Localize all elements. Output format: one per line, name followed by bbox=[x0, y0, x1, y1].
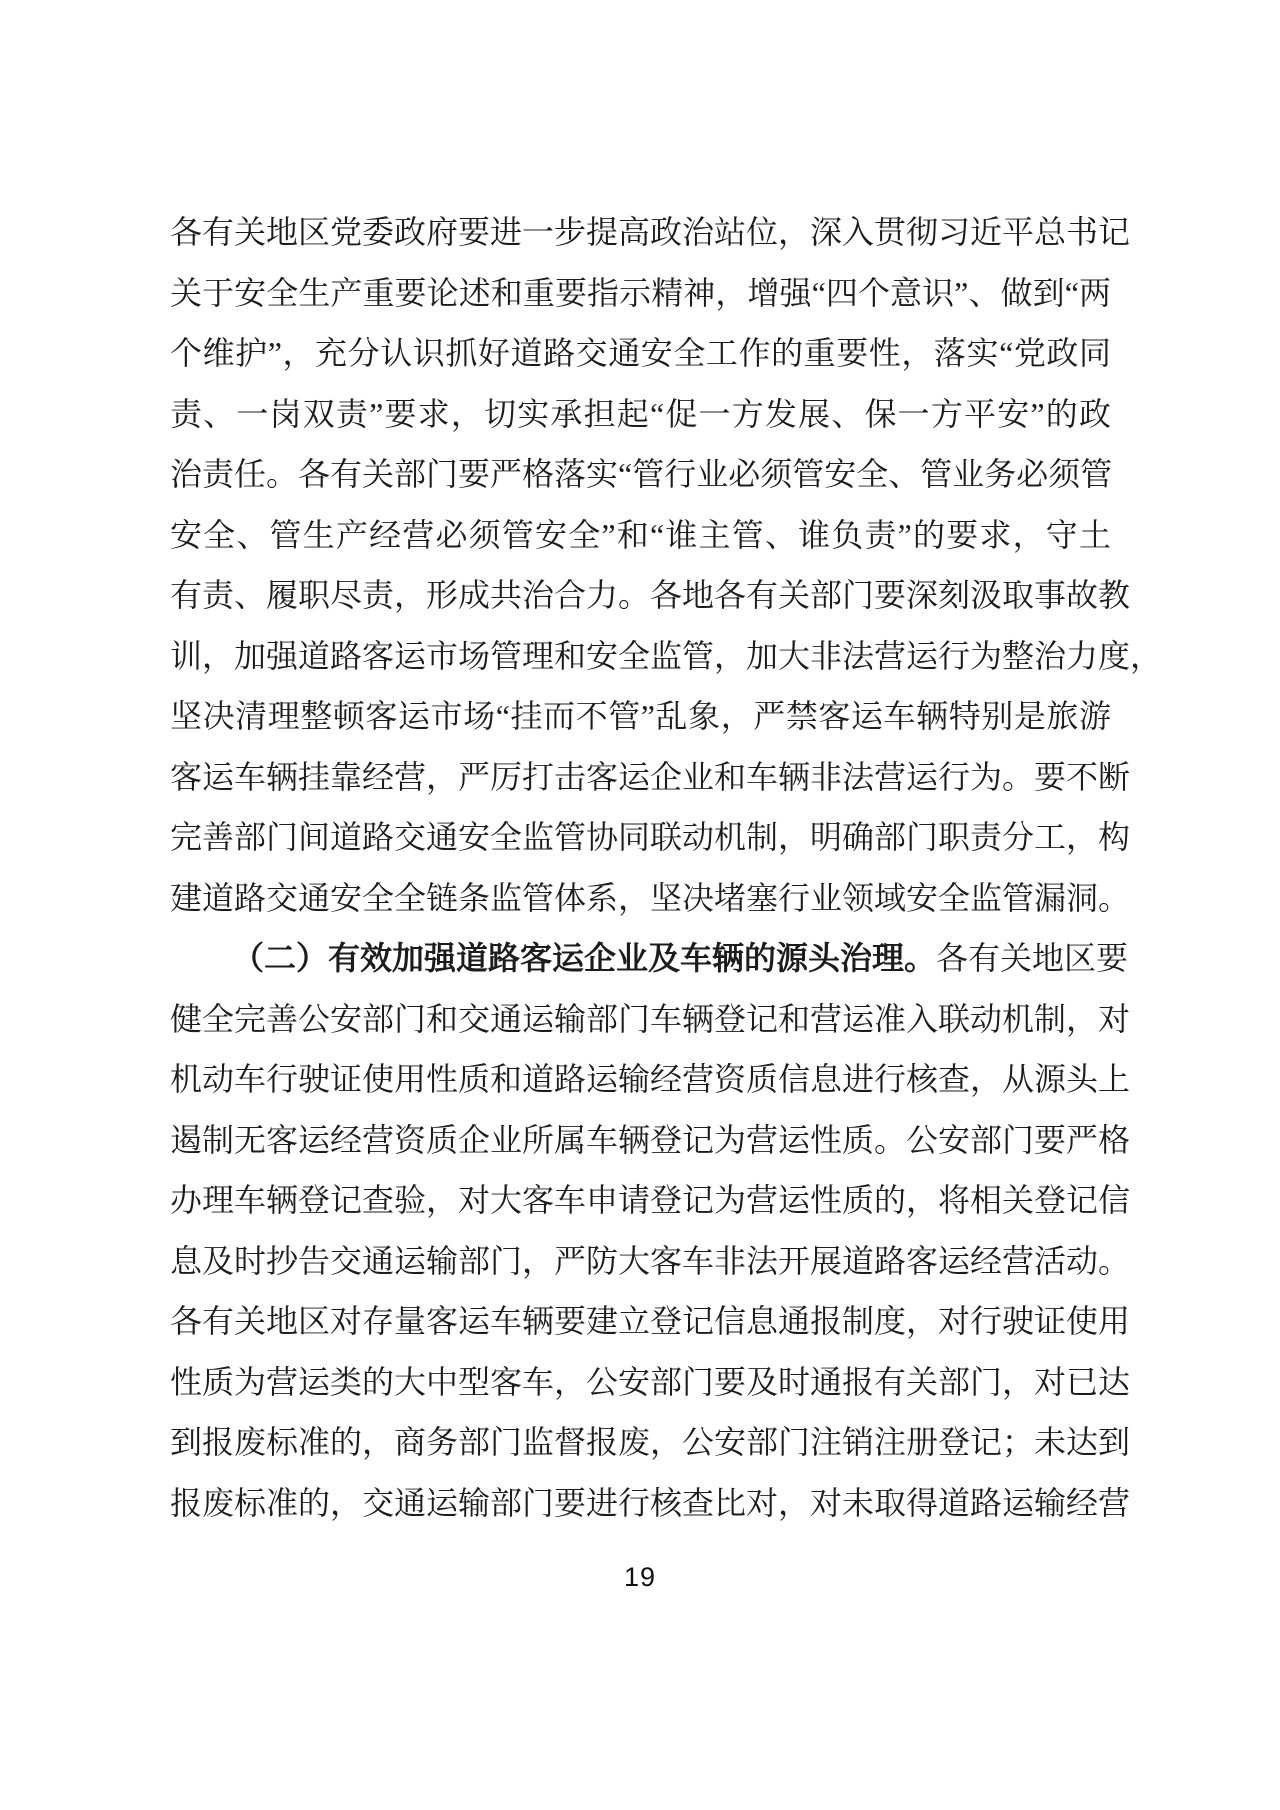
text-line: 息及时抄告交通运输部门，严防大客车非法开展道路客运经营活动。 bbox=[170, 1242, 1131, 1279]
text-line: 责、一岗双责”要求，切实承担起“促一方发展、保一方平安”的政 bbox=[170, 395, 1111, 432]
text-line: 安全、管生产经营必须管安全”和“谁主管、谁负责”的要求，守土 bbox=[170, 516, 1111, 553]
text-line: 遏制无客运经营资质企业所属车辆登记为营运性质。公安部门要严格 bbox=[170, 1121, 1131, 1158]
text-line: 个维护”，充分认识抓好道路交通安全工作的重要性，落实“党政同 bbox=[170, 335, 1111, 371]
text-line: 建道路交通安全全链条监管体系，坚决堵塞行业领域安全监管漏洞。 bbox=[170, 879, 1131, 916]
document-body bbox=[170, 202, 1163, 1533]
text-line: 各有关地区对存量客运车辆要建立登记信息通报制度，对行驶证使用 bbox=[170, 1303, 1131, 1339]
text-line: 客运车辆挂靠经营，严厉打击客运企业和车辆非法营运行为。要不断 bbox=[170, 758, 1131, 795]
text-line: 性质为营运类的大中型客车，公安部门要及时通报有关部门，对已达 bbox=[170, 1363, 1131, 1400]
section-heading: （二）有效加强道路客运企业及车辆的源头治理。 bbox=[232, 940, 937, 976]
text-line: 机动车行驶证使用性质和道路运输经营资质信息进行核查，从源头上 bbox=[170, 1061, 1131, 1097]
text-line: 训，加强道路客运市场管理和安全监管，加大非法营运行为整治力度， bbox=[170, 637, 1163, 674]
text-line: 完善部门间道路交通安全监管协同联动机制，明确部门职责分工，构 bbox=[170, 819, 1131, 855]
page-number: 19 bbox=[623, 1562, 657, 1592]
text-line: 到报废标准的，商务部门监督报废，公安部门注销注册登记；未达到 bbox=[170, 1424, 1131, 1460]
text-line: 关于安全生产重要论述和重要指示精神，增强“四个意识”、做到“两 bbox=[170, 274, 1111, 311]
text-line: 有责、履职尽责，形成共治合力。各地各有关部门要深刻汲取事故教 bbox=[170, 577, 1131, 613]
text-line: 各有关地区党委政府要进一步提高政治站位，深入贯彻习近平总书记 bbox=[170, 214, 1131, 250]
text-line: 健全完善公安部门和交通运输部门车辆登记和营运准入联动机制，对 bbox=[170, 1000, 1131, 1037]
text-line: 坚决清理整顿客运市场“挂而不管”乱象，严禁客运车辆特别是旅游 bbox=[170, 698, 1111, 734]
text-line: 办理车辆登记查验，对大客车申请登记为营运性质的，将相关登记信 bbox=[170, 1182, 1131, 1218]
text-line: 治责任。各有关部门要严格落实“管行业必须管安全、管业务必须管 bbox=[170, 456, 1113, 492]
section-heading-rest: 各有关地区要 bbox=[936, 940, 1129, 976]
section-heading-line bbox=[170, 928, 1129, 989]
text-line: 报废标准的，交通运输部门要进行核查比对，对未取得道路运输经营 bbox=[170, 1484, 1131, 1521]
